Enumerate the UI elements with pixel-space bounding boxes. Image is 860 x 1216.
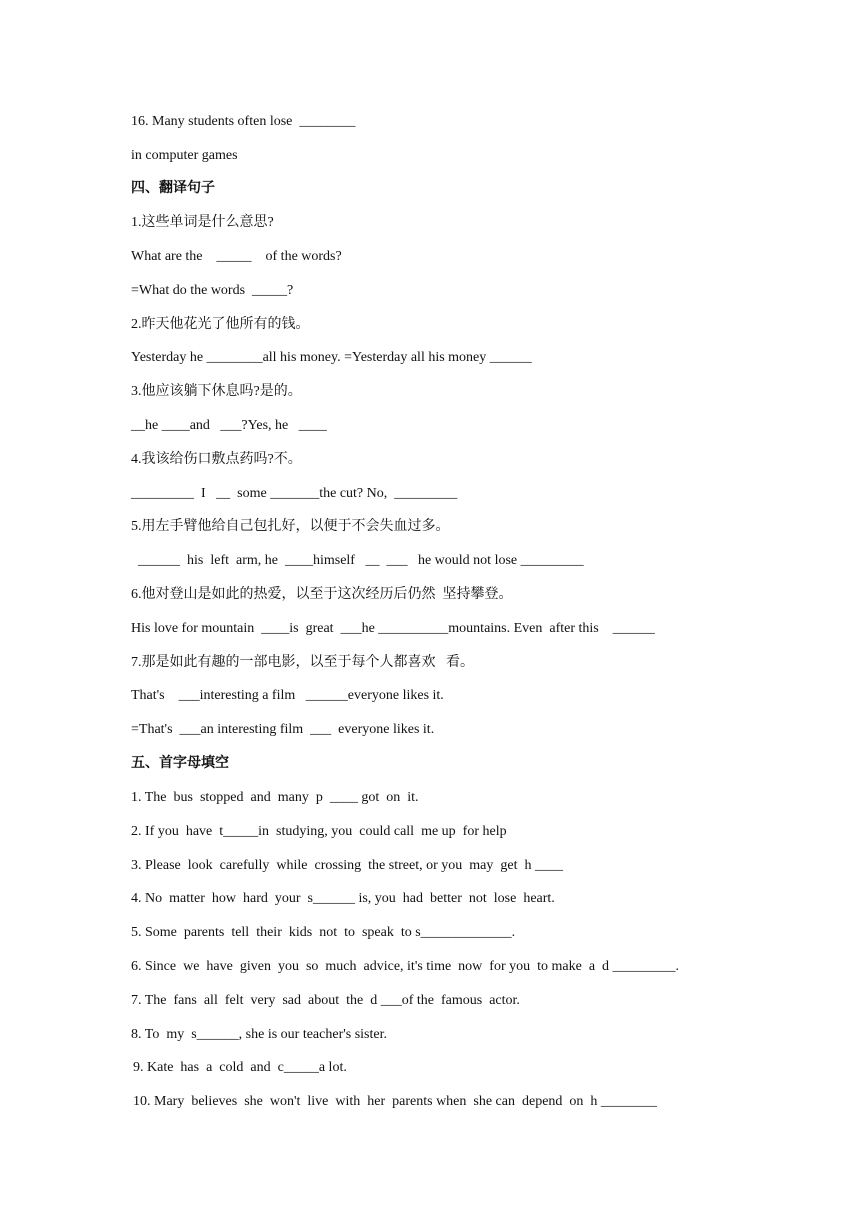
s4-q2-english: Yesterday he ________all his money. =Yesterday all his money ______	[131, 350, 532, 365]
s4-q1-chinese: 1.这些单词是什么意思?	[131, 215, 274, 230]
s4-q3-english: __he ____and ___?Yes, he ____	[131, 418, 327, 433]
s4-q6-chinese: 6.他对登山是如此的热爱，以至于这次经历后仍然 坚持攀登。	[131, 587, 513, 602]
s5-q6: 6. Since we have given you so much advice, it's time now for you to make a d _________.	[131, 959, 680, 974]
s4-q5-english: ______ his left arm, he ____himself __ ___ he would not lose _________	[131, 553, 584, 568]
section4-heading: 四、翻译句子	[131, 181, 215, 196]
s4-q7-chinese: 7.那是如此有趣的一部电影，以至于每个人都喜欢 看。	[131, 655, 474, 670]
question-16-line2: in computer games	[131, 148, 238, 163]
s5-q7: 7. The fans all felt very sad about the d ___of the famous actor.	[131, 993, 520, 1008]
s5-q8: 8. To my s______, she is our teacher's sister.	[131, 1027, 387, 1042]
s5-q3: 3. Please look carefully while crossing the street, or you may get h ____	[131, 858, 563, 873]
s4-q7-english-2: =That's ___an interesting film ___ everyone likes it.	[131, 722, 435, 737]
s4-q2-chinese: 2.昨天他花光了他所有的钱。	[131, 317, 310, 332]
s4-q4-chinese: 4.我该给伤口敷点药吗?不。	[131, 452, 302, 467]
s4-q7-english-1: That's ___interesting a film ______everyone likes it.	[131, 688, 444, 703]
s5-q5: 5. Some parents tell their kids not to speak to s_____________.	[131, 925, 516, 940]
s4-q5-chinese: 5.用左手臂他给自己包扎好，以便于不会失血过多。	[131, 519, 450, 534]
s4-q1-english-1: What are the _____ of the words?	[131, 249, 342, 264]
s4-q4-english: _________ I __ some _______the cut? No, _________	[131, 486, 458, 501]
s5-q10: 10. Mary believes she won't live with her parents when she can depend on h ________	[133, 1094, 657, 1109]
s4-q6-english: His love for mountain ____is great ___he __________mountains. Even after this ______	[131, 621, 655, 636]
s4-q1-english-2: =What do the words _____?	[131, 283, 294, 298]
s5-q4: 4. No matter how hard your s______ is, you had better not lose heart.	[131, 891, 555, 906]
s4-q3-chinese: 3.他应该躺下休息吗?是的。	[131, 384, 302, 399]
s5-q2: 2. If you have t_____in studying, you could call me up for help	[131, 824, 507, 839]
s5-q9: 9. Kate has a cold and c_____a lot.	[133, 1060, 347, 1075]
question-16-line1: 16. Many students often lose ________	[131, 114, 356, 129]
s5-q1: 1. The bus stopped and many p ____ got on it.	[131, 790, 419, 805]
section5-heading: 五、首字母填空	[131, 756, 229, 771]
